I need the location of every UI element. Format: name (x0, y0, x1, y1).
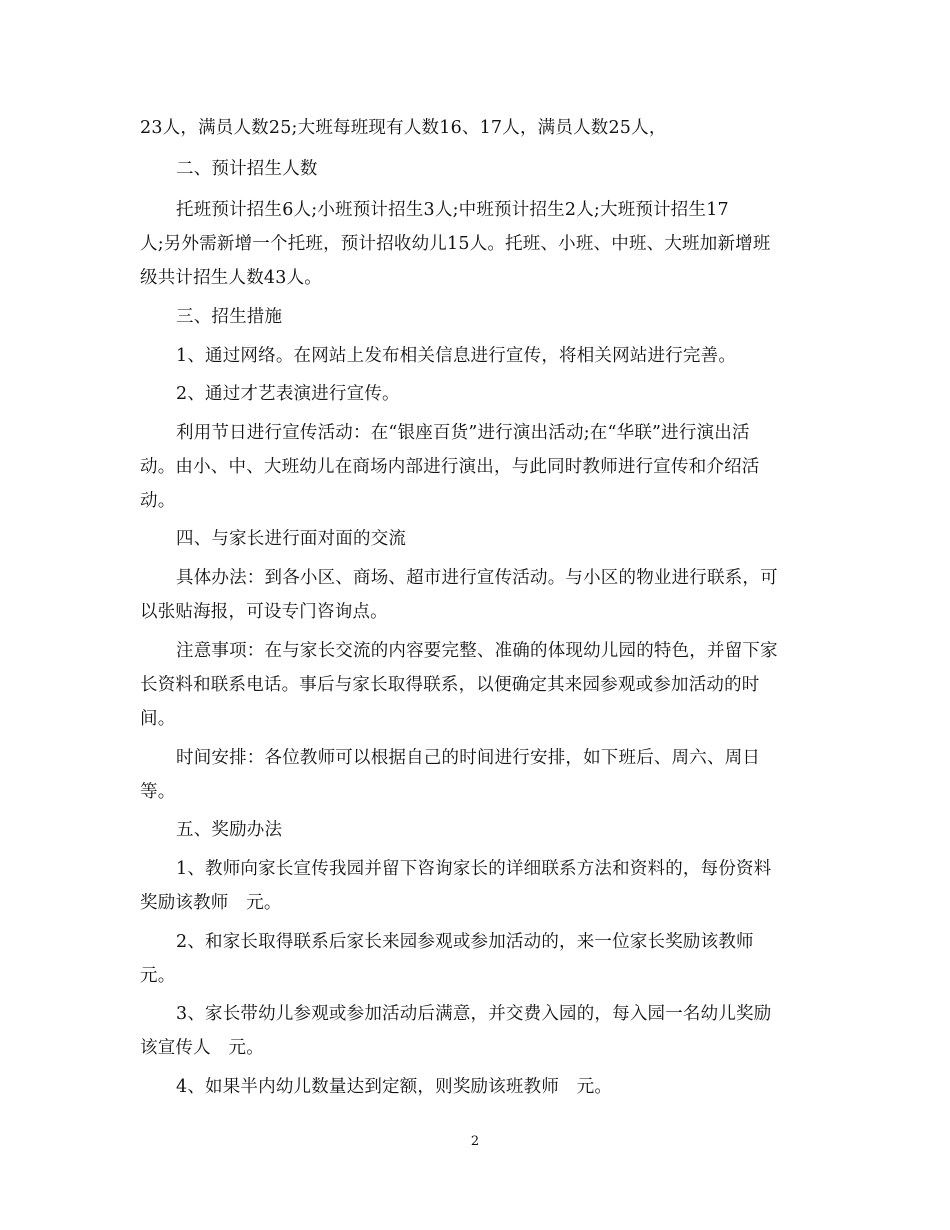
text-line: 具体办法：到各小区、商场、超市进行宣传活动。与小区的物业进行联系，可 (176, 568, 778, 588)
text-line: 1、教师向家长宣传我园并留下咨询家长的详细联系方法和资料的，每份资料 (176, 859, 772, 879)
text-line: 以张贴海报，可设专门咨询点。 (140, 602, 388, 622)
text-line: 长资料和联系电话。事后与家长取得联系，以便确定其来园参观或参加活动的时 (140, 675, 760, 695)
section-heading: 三、招生措施 (176, 307, 283, 327)
text-line: 托班预计招生6人;小班预计招生3人;中班预计招生2人;大班预计招生17 (176, 200, 729, 220)
page-number: 2 (470, 1134, 480, 1149)
section-heading: 四、与家长进行面对面的交流 (176, 529, 407, 549)
text-line: 动。 (140, 491, 176, 511)
text-line: 时间安排：各位教师可以根据自己的时间进行安排，如下班后、周六、周日 (176, 748, 761, 768)
text-line: 奖励该教师 元。 (140, 893, 282, 913)
text-line: 1、通过网络。在网站上发布相关信息进行宣传，将相关网站进行完善。 (176, 346, 737, 366)
section-heading: 二、预计招生人数 (176, 159, 318, 179)
text-line: 等。 (140, 782, 176, 802)
text-line: 该宣传人 元。 (140, 1038, 264, 1058)
text-line: 利用节日进行宣传活动：在“银座百货”进行演出活动;在“华联”进行演出活 (176, 423, 750, 443)
text-line: 元。 (140, 966, 176, 986)
text-line: 4、如果半内幼儿数量达到定额，则奖励该班教师 元。 (176, 1077, 613, 1097)
text-line: 注意事项：在与家长交流的内容要完整、准确的体现幼儿园的特色，并留下家 (176, 641, 778, 661)
text-line: 级共计招生人数43人。 (140, 268, 322, 288)
text-line: 动。由小、中、大班幼儿在商场内部进行演出，与此同时教师进行宣传和介绍活 (140, 457, 760, 477)
section-heading: 五、奖励办法 (176, 820, 283, 840)
text-line: 2、通过才艺表演进行宣传。 (176, 384, 400, 404)
text-line: 23人，满员人数25;大班每班现有人数16、17人，满员人数25人， (140, 118, 667, 138)
text-line: 2、和家长取得联系后家长来园参观或参加活动的，来一位家长奖励该教师 (176, 932, 754, 952)
text-line: 人;另外需新增一个托班，预计招收幼儿15人。托班、小班、中班、大班加新增班 (140, 234, 771, 254)
text-line: 间。 (140, 709, 176, 729)
text-line: 3、家长带幼儿参观或参加活动后满意，并交费入园的，每入园一名幼儿奖励 (176, 1004, 772, 1024)
